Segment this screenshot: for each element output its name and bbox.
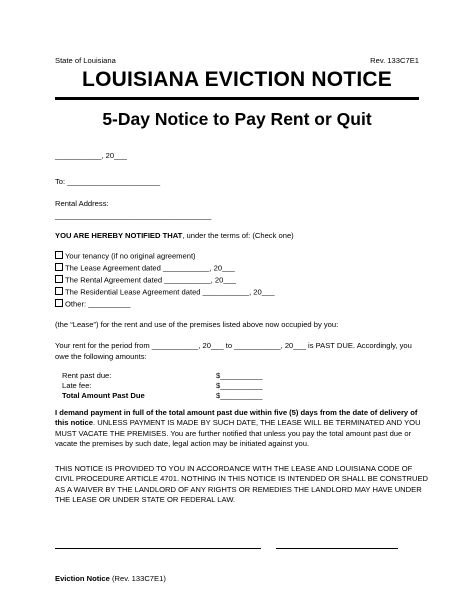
rent-past-due-field[interactable]: $__________	[216, 371, 263, 380]
rental-address-label: Rental Address:	[55, 199, 109, 208]
option-item[interactable]	[55, 263, 235, 274]
lease-statement: (the “Lease”) for the rent and use of the premises listed above now occupied by you:	[55, 320, 339, 329]
document-subtitle: 5-Day Notice to Pay Rent or Quit	[102, 109, 372, 129]
late-fee-field[interactable]: $__________	[216, 381, 263, 390]
option-item[interactable]	[55, 275, 236, 286]
document-title: LOUISIANA EVICTION NOTICE	[82, 68, 392, 91]
checkbox-icon[interactable]	[55, 263, 63, 271]
rental-address-field[interactable]: _____________________________________	[55, 211, 212, 220]
footer-label	[55, 574, 166, 584]
to-field[interactable]: To: ______________________	[55, 177, 161, 186]
signature-line[interactable]	[55, 548, 261, 549]
demand-paragraph	[55, 408, 427, 450]
rent-past-due-label: Rent past due:	[62, 371, 112, 380]
footer-rest: (Rev. 133C7E1)	[109, 574, 166, 583]
notified-rest: , under the terms of: (Check one)	[182, 231, 294, 240]
option-label: Other: __________	[65, 299, 131, 309]
option-label: Your tenancy (if no original agreement)	[65, 251, 196, 261]
date-field[interactable]: ___________, 20___	[55, 151, 127, 160]
checkbox-icon[interactable]	[55, 251, 63, 259]
total-past-due-field[interactable]: $__________	[216, 391, 263, 400]
footer-bold: Eviction Notice	[55, 574, 110, 583]
state-label: State of Louisiana	[55, 56, 116, 65]
option-label: The Residential Lease Agreement dated ___________, 20___	[65, 287, 275, 297]
date-signature-line[interactable]	[276, 548, 398, 549]
option-item[interactable]	[55, 299, 130, 310]
notified-bold: YOU ARE HEREBY NOTIFIED THAT	[55, 231, 183, 240]
notified-statement	[55, 231, 294, 241]
total-past-due-label: Total Amount Past Due	[62, 391, 145, 400]
revision-label: Rev. 133C7E1	[370, 56, 419, 65]
demand-rest: . UNLESS PAYMENT IS MADE BY SUCH DATE, THE LEASE WILL BE TERMINATED AND YOU MUST VACATE THE PREMISES. You are further notified that unless you pay the total amount past due or vacate the premises by such date, legal action may be initiated against you.	[55, 418, 421, 449]
checkbox-icon[interactable]	[55, 299, 63, 307]
late-fee-label: Late fee:	[62, 381, 92, 390]
checkbox-icon[interactable]	[55, 275, 63, 283]
demand-bold: I demand payment in full of the total amount past due within five (5) days from the date of delivery of this notice	[55, 408, 418, 428]
option-item[interactable]	[55, 287, 274, 298]
option-item[interactable]	[55, 251, 196, 262]
rent-period-line: owe the following amounts:	[55, 352, 147, 361]
rent-period-line: Your rent for the period from ___________, 20___ to ___________, 20___ is PAST DUE. Accordingly, you	[55, 341, 412, 350]
title-divider	[55, 97, 419, 100]
legal-disclaimer: THIS NOTICE IS PROVIDED TO YOU IN ACCORDANCE WITH THE LEASE AND LOUISIANA CODE OF CIVIL PROCEDURE ARTICLE 4701. NOTHING IN THIS NOTICE IS INTENDED OR SHALL BE CONSTRUED AS A WAIVER BY THE LANDLORD OF ANY RIGHTS OR REMEDIES THE LANDLORD MAY HAVE UNDER THE LEASE OR UNDER STATE OR FEDERAL LAW.	[55, 464, 429, 505]
checkbox-icon[interactable]	[55, 287, 63, 295]
option-label: The Lease Agreement dated ___________, 20___	[65, 263, 235, 273]
option-label: The Rental Agreement dated ___________, 20___	[65, 275, 236, 285]
